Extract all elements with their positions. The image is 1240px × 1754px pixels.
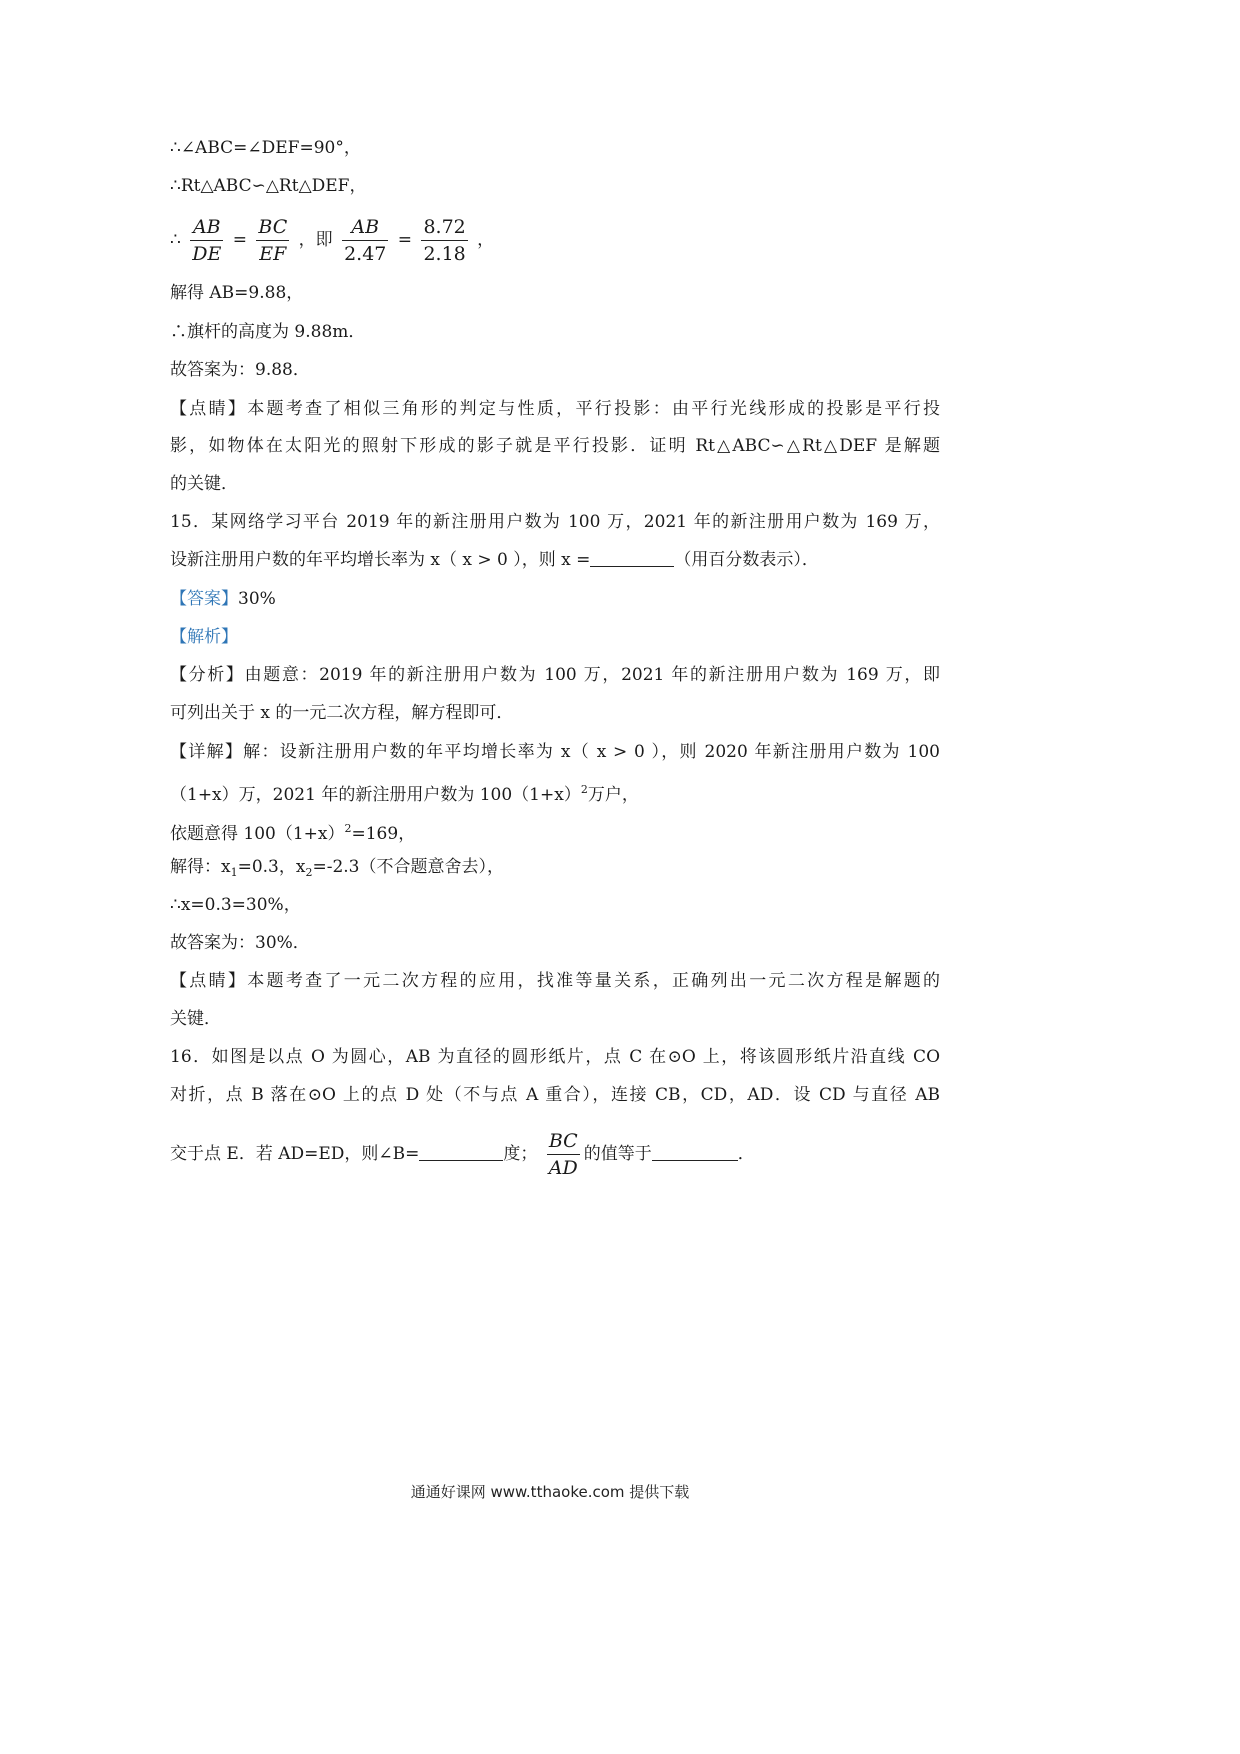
fraction-denominator: 2.47 <box>344 243 387 265</box>
fraction-bc-ef <box>256 214 289 267</box>
fraction-numerator: BC <box>256 214 289 241</box>
answer-blank-ratio <box>652 1144 738 1161</box>
fraction-ab-de <box>190 214 223 267</box>
subscript: 1 <box>230 866 238 879</box>
fraction-numerator: 8.72 <box>421 214 467 241</box>
line-angle-equal: ∴∠ABC=∠DEF=90°， <box>170 138 361 158</box>
question-16-text: 交于点 E．若 AD=ED，则∠B= <box>170 1144 420 1164</box>
solution-line <box>170 855 504 885</box>
comment-15-line-2: 关键． <box>170 1009 221 1029</box>
answer-line <box>170 587 276 611</box>
solution-text: =-2.3（不合题意舍去）， <box>312 857 504 877</box>
answer-blank <box>590 550 674 567</box>
line-comment-1: 【点睛】本题考查了相似三角形的判定与性质，平行投影：由平行光线形成的投影是平行投 <box>170 399 940 419</box>
superscript: 2 <box>580 783 588 796</box>
comma: ， <box>477 230 495 250</box>
answer-value: 30% <box>238 589 276 609</box>
fraction-denominator: AD <box>548 1157 578 1179</box>
detail-text: （1+x）万，2021 年的新注册用户数为 100（1+x） <box>170 785 581 805</box>
answer-tag: 【答案】 <box>170 589 238 609</box>
equals-sign: = <box>232 230 247 250</box>
question-16-line-1: 16．如图是以点 O 为圆心，AB 为直径的圆形纸片，点 C 在⊙O 上，将该圆形纸片沿直线 CO <box>170 1047 940 1067</box>
line-solve-ab: 解得 AB=9.88， <box>170 283 304 303</box>
equation-text: 依题意得 100（1+x） <box>170 824 345 844</box>
solution-text: =0.3，x <box>237 857 306 877</box>
question-15-text: 设新注册用户数的年平均增长率为 x（ x > 0 ），则 x = <box>170 550 591 570</box>
fraction-denominator: 2.18 <box>423 243 466 265</box>
question-15-hint: （用百分数表示）． <box>674 550 819 570</box>
fraction-denominator: EF <box>259 243 287 265</box>
subscript: 2 <box>305 866 313 879</box>
analysis-line-1: 【分析】由题意：2019 年的新注册用户数为 100 万，2021 年的新注册用户数为 169 万，即 <box>170 665 940 685</box>
equals-sign: = <box>397 230 413 250</box>
question-16-end: ． <box>737 1144 755 1164</box>
question-16-unit: 度； <box>503 1144 538 1164</box>
solution-text: 解得：x <box>170 857 231 877</box>
result-line: ∴x=0.3=30%， <box>170 895 301 915</box>
question-16-line-3 <box>170 1128 755 1181</box>
equation-text-end: =169， <box>351 824 416 844</box>
fraction-denominator: DE <box>192 243 222 265</box>
answer-30-line: 故答案为：30%． <box>170 933 310 953</box>
detail-line-2 <box>170 778 639 807</box>
equation-line <box>170 817 415 846</box>
fraction-bc-ad <box>547 1128 580 1181</box>
question-16-text-2: 的值等于 <box>583 1144 652 1164</box>
fraction-872-218 <box>421 214 467 267</box>
page-footer: 通通好课网 www.tthaoke.com 提供下载 <box>410 1483 690 1501</box>
comment-15-line-1: 【点睛】本题考查了一元二次方程的应用，找准等量关系，正确列出一元二次方程是解题的 <box>170 971 940 991</box>
answer-blank-angle <box>419 1144 503 1161</box>
analysis-line-2: 可列出关于 x 的一元二次方程，解方程即可． <box>170 703 514 723</box>
question-15-line-1: 15．某网络学习平台 2019 年的新注册用户数为 100 万，2021 年的新注册用户数为 169 万， <box>170 512 940 532</box>
line-answer-988: 故答案为：9.88． <box>170 360 310 380</box>
superscript: 2 <box>344 822 352 835</box>
fraction-numerator: AB <box>190 214 223 241</box>
line-ratio-equation <box>170 214 494 267</box>
detail-line-1: 【详解】解：设新注册用户数的年平均增长率为 x（ x > 0 ），则 2020 年新注册用户数为 100 <box>170 742 940 762</box>
detail-text-end: 万户， <box>587 785 639 805</box>
line-flagpole-height: ∴旗杆的高度为 9.88m． <box>170 322 366 342</box>
connector-text: ，即 <box>298 230 333 250</box>
analysis-tag: 【解析】 <box>170 627 238 647</box>
fraction-numerator: BC <box>547 1128 580 1155</box>
question-15-line-2 <box>170 548 819 572</box>
line-comment-3: 的关键． <box>170 474 238 494</box>
fraction-ab-247 <box>342 214 388 267</box>
fraction-numerator: AB <box>342 214 388 241</box>
therefore-symbol: ∴ <box>170 230 181 250</box>
line-comment-2: 影，如物体在太阳光的照射下形成的影子就是平行投影．证明 Rt△ABC∽△Rt△DEF 是解题 <box>170 436 940 456</box>
line-similar-triangles: ∴Rt△ABC∽△Rt△DEF， <box>170 176 367 196</box>
question-16-line-2: 对折，点 B 落在⊙O 上的点 D 处（不与点 A 重合），连接 CB，CD，AD．设 CD 与直径 AB <box>170 1085 940 1105</box>
